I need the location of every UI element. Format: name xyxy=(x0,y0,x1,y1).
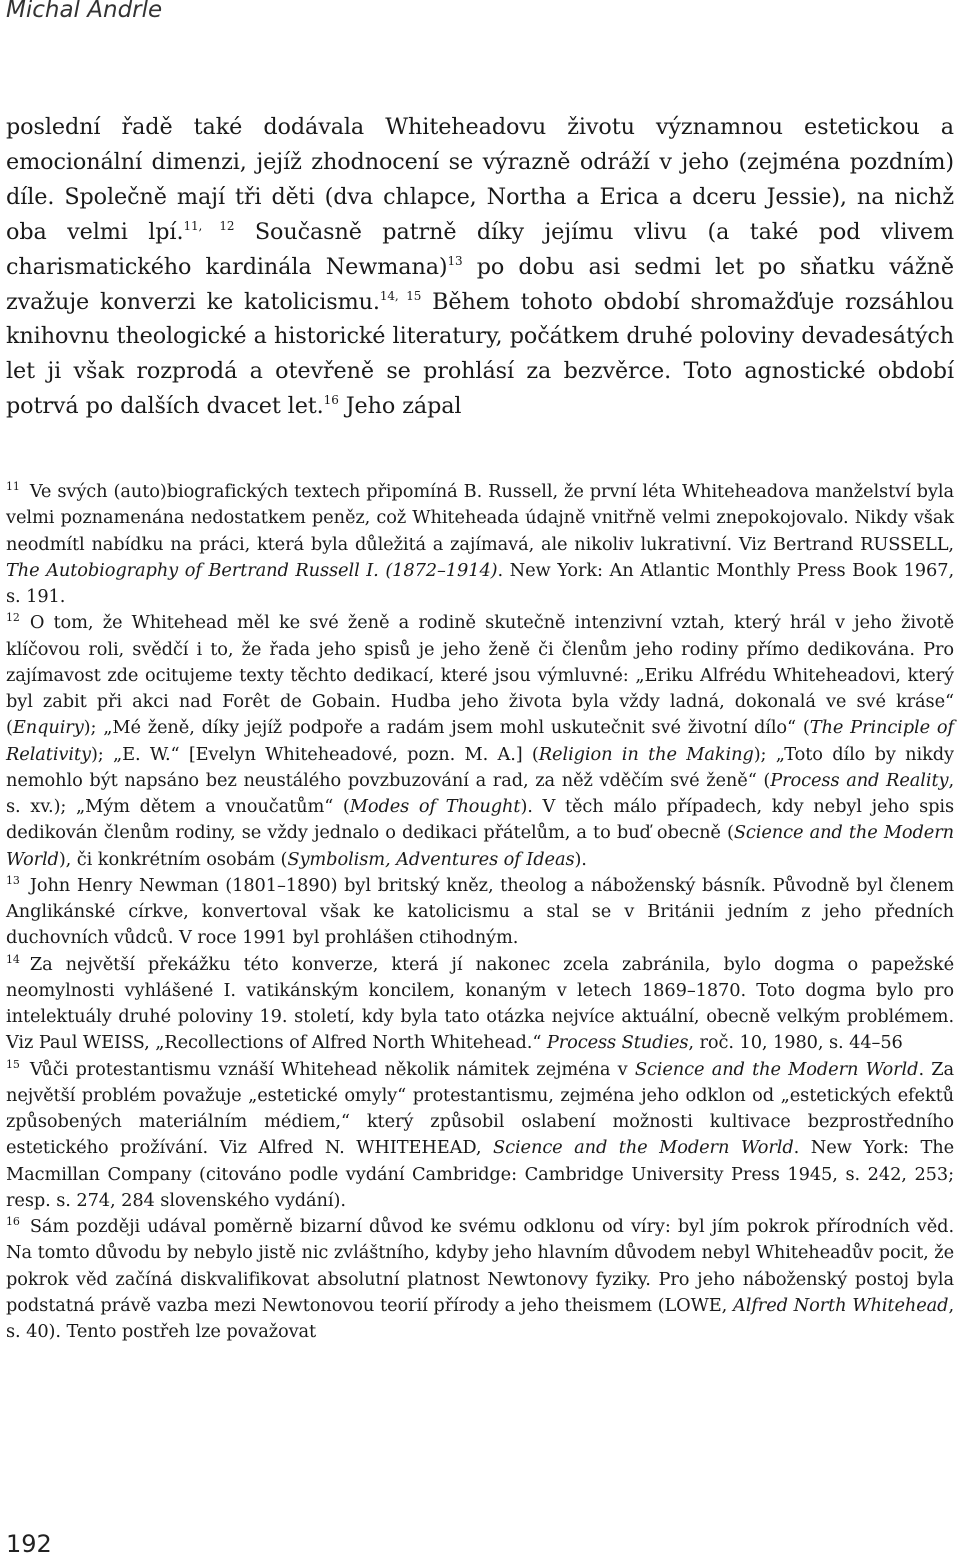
footnote-number: 16 xyxy=(6,1215,20,1228)
footnote-ref: 16 xyxy=(323,393,339,408)
footnote-ref: 13 xyxy=(447,253,463,268)
footnote-number: 15 xyxy=(6,1057,20,1071)
footnote-number: 11 xyxy=(6,480,20,493)
footnote-13: $^{13}$ John Henry Newman (1801–1890) byl britský kněz, theolog a náboženský básník. Původně byl členem Anglikánské církve, konvertoval však ke katolicismu a stal se v Británii jedním z jeho předních duchovních vůdců. V roce 1991 byl prohlášen ctihodným. xyxy=(6,873,954,949)
footnote-ref: 14, 15 xyxy=(379,288,422,303)
footnote-11: $^{11}$ Ve svých (auto)biografických textech připomíná B. Russell, že první léta Whiteheadova manželství byla velmi poznamenána nedostatkem peněz, což Whiteheada údajně vnitřně velmi znepokojovalo. Nikdy však neodmítl nabídku na práci, která byla důležitá a zajímavá, ale nikoliv lukrativní. Viz Bertrand RUSSELL, The Autobiography of Bertrand Russell I. (1872–1914). New York: An Atlantic Monthly Press Book 1967, s. 191. xyxy=(6,480,954,607)
body-text xyxy=(6,110,954,424)
footnote-number: 14 xyxy=(6,952,20,966)
footnote-number: 13 xyxy=(6,873,20,887)
footnote-number: 12 xyxy=(6,611,20,625)
footnote-12: $^{12}$ O tom, že Whitehead měl ke své ženě a rodině skutečně intenzivní vztah, který hrál v jeho životě klíčovou roli, svědčí i to, že řada jeho spisů je jeho ženě či členům jeho rodiny přímo dedikována. Pro zajímavost zde ocitujeme texty těchto dedikací, které jsou výmluvné: „Eriku Alfrédu Whiteheadovi, který byl zabit při akci nad Forêt de Gobain. Hudba jeho života byla vždy ladná, dokonalá ve své kráse“ (Enquiry); „Mé ženě, díky jejíž podpoře a radám jsem mohl uskutečnit své životní dílo“ (The Principle of Relativity); „E. W.“ [Evelyn Whiteheadové, pozn. M. A.] (Religion in the Making); „Toto dílo by nikdy nemohlo být napsáno bez neustálého povzbuzování a rad, za něž vděčím své ženě“ (Process and Reality, s. xv.); „Mým dětem a vnoučatům“ (Modes of Thought). V těch málo případech, kdy nebyl jeho spis dedikován členům rodiny, se vždy jednalo o dedikaci přátelům, a to buď obecně (Science and the Modern World), či konkrétním osobám (Symbolism, Adventures of Ideas). xyxy=(6,611,955,870)
body-paragraph: poslední řadě také dodávala Whiteheadovu životu významnou estetickou a emocionální dimenzi, jejíž zhodnocení se výrazně odráží v jeho (zejména pozdním) díle. Společně mají tři děti (dva chlapce, Northa a Erica a dceru Jessie), na nichž oba velmi lpí.$^{11, 12}$ Současně patrně díky jejímu vlivu (a také pod vlivem charismatického kardinála Newmana)$^{13}$ po dobu asi sedmi let po sňatku vážně zvažuje konverzi ke katolicismu.$^{14, 15}$ Během tohoto období shromažďuje rozsáhlou knihovnu theologické a historické literatury, počátkem druhé poloviny devadesátých let ji však rozprodá a otevřeně se prohlásí za bezvěrce. Toto agnostické období potrvá po dalších dvacet let.$^{16}$ Jeho zápal xyxy=(6,114,954,420)
footnote-16: $^{16}$ Sám později udával poměrně bizarní důvod ke svému odklonu od víry: byl jím pokrok přírodních věd. Na tomto důvodu by nebylo jistě nic zvláštního, kdyby jeho hlavním důvodem nebyl Whiteheadův pocit, že pokrok věd začíná diskvalifikovat absolutní platnost Newtonovy fyziky. Pro jeho náboženský postoj byla podstatná právě vazba mezi Newtonovou teorií přírody a jeho theismem (LOWE, Alfred North Whitehead, s. 40). Tento postřeh lze považovat xyxy=(6,1215,954,1342)
page-number: 192 xyxy=(6,1530,52,1558)
footnote-ref: 11, 12 xyxy=(183,218,235,233)
footnotes-section xyxy=(6,479,954,1345)
running-header-author: Michal Andrle xyxy=(6,0,163,23)
footnote-14: $^{14}$ Za největší překážku této konverze, která jí nakonec zcela zabránila, bylo dogma o papežské neomylnosti vyhlášené I. vatikánským koncilem, konaným v letech 1869–1870. Toto dogma bylo pro intelektuály druhé poloviny 19. století, kdy byla tato otázka nejvíce aktuální, obecně velkým problémem. Viz Paul WEISS, „Recollections of Alfred North Whitehead.“ Process Studies, roč. 10, 1980, s. 44–56 xyxy=(6,952,954,1054)
footnote-15: $^{15}$ Vůči protestantismu vznáší Whitehead několik námitek zejména v Science and the Modern World. Za největší problém považuje „estetické omyly“ protestantismu, zejména jeho odklon od „estetických efektů způsobených materiálním médiem,“ který způsobil oslabení možnosti kultivace bezprostředního estetického prožívání. Viz Alfred N. WHITEHEAD, Science and the Modern World. New York: The Macmillan Company (citováno podle vydání Cambridge: Cambridge University Press 1945, s. 242, 253; resp. s. 274, 284 slovenského vydání). xyxy=(6,1057,954,1211)
